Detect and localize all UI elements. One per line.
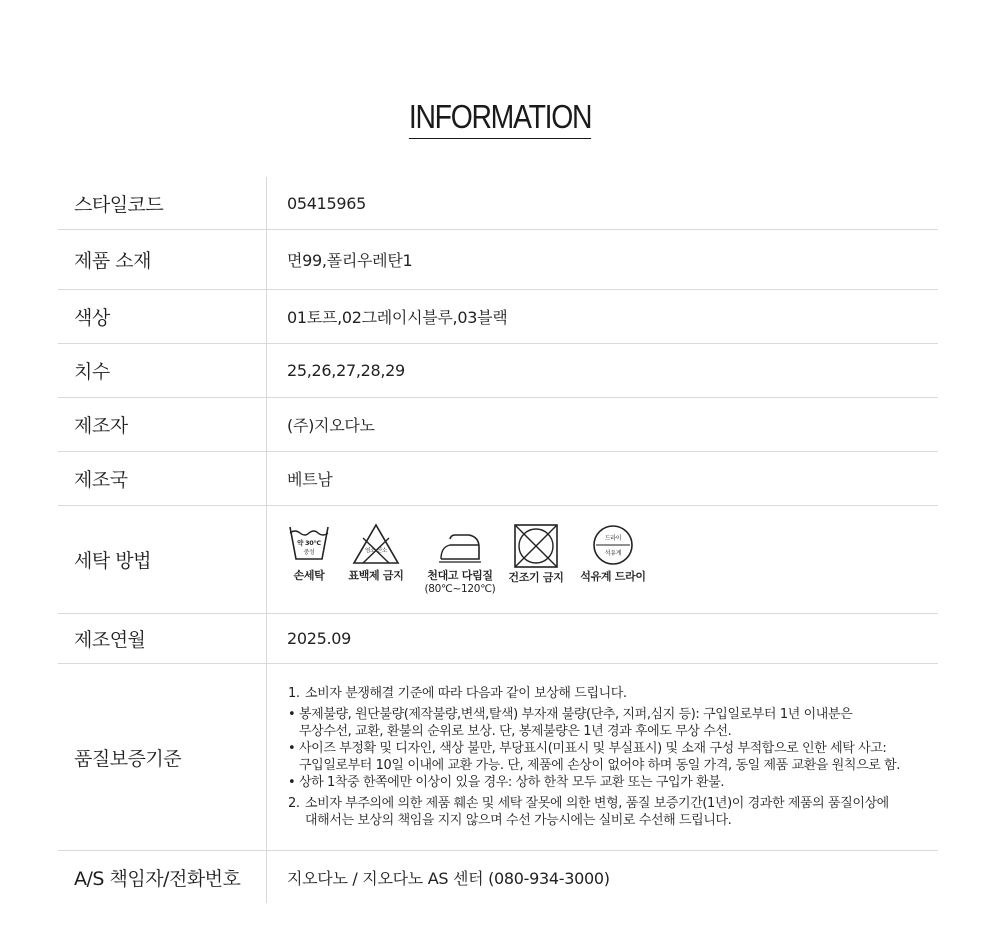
row-value: 2025.09 (287, 629, 352, 648)
bullet-dot: • (288, 707, 296, 722)
row-mfg-date (58, 614, 938, 664)
row-value: 면99,폴리우레탄1 (287, 251, 413, 270)
care-item-iron (417, 523, 503, 596)
row-value: 05415965 (287, 193, 367, 213)
care-label: 석유계 드라이 (580, 570, 646, 583)
item-text: 소비자 부주의에 의한 제품 훼손 및 세탁 잘못에 의한 변형, 품질 보증기간(1년)이 경과한 제품의 품질이상에 (305, 796, 889, 811)
hand-wash-temp: 약 30°C (297, 539, 321, 547)
row-value: 베트남 (287, 470, 333, 489)
item-number: 1. (288, 686, 300, 701)
row-value: 25,26,27,28,29 (287, 361, 405, 380)
care-item-dry-clean (575, 523, 651, 584)
row-label: 품질보증기준 (58, 664, 267, 850)
item-text: 대해서는 보상의 책임을 지지 않으며 수선 가능시에는 실비로 수선해 드립니다. (305, 813, 732, 828)
info-table (58, 177, 938, 903)
row-label: 세탁 방법 (58, 506, 267, 613)
no-bleach-chlorine: 염소 (364, 548, 376, 554)
care-item-hand-wash (283, 523, 335, 583)
care-label: 표백제 금지 (348, 569, 404, 582)
quality-bullet (288, 706, 900, 740)
row-country (58, 452, 938, 506)
no-bleach-icon (351, 523, 401, 567)
care-label: 건조기 금지 (508, 571, 564, 584)
bullet-line: 상하 1착중 한쪽에만 이상이 있을 경우: 상하 한착 모두 교환 또는 구입가 환불. (299, 775, 725, 790)
row-label: 제조자 (58, 398, 267, 451)
row-label: A/S 책임자/전화번호 (58, 851, 267, 903)
no-tumble-dry-icon (513, 523, 559, 569)
row-label: 제품 소재 (58, 230, 267, 289)
bullet-dot: • (288, 741, 296, 756)
row-size (58, 344, 938, 398)
dry-clean-petroleum-icon (591, 523, 635, 567)
row-color (58, 290, 938, 344)
no-bleach-oxygen: 산소 (376, 548, 388, 554)
row-material (58, 230, 938, 290)
row-label: 색상 (58, 290, 267, 343)
row-label: 스타일코드 (58, 177, 267, 229)
quality-item-2 (288, 795, 900, 829)
row-style-code (58, 177, 938, 230)
row-quality (58, 664, 938, 851)
title-wrap (0, 98, 1000, 139)
row-label: 제조연월 (58, 614, 267, 663)
care-sub: (80℃~120℃) (424, 583, 496, 595)
row-label: 제조국 (58, 452, 267, 505)
quality-text (267, 664, 938, 850)
bullet-line: 무상수선, 교환, 환불의 순위로 보상. 단, 봉제불량은 1년 경과 후에도 무상 수선. (299, 724, 732, 739)
row-value: 지오다노 / 지오다노 AS 센터 (080-934-3000) (287, 868, 610, 888)
care-label: 천대고 다림질 (427, 569, 493, 582)
bullet-line: 사이즈 부정확 및 디자인, 색상 불만, 부당표시(미표시 및 부실표시) 및 소재 구성 부적합으로 인한 세탁 사고: (299, 741, 887, 756)
iron-with-cloth-icon (437, 523, 483, 565)
item-number: 2. (288, 796, 300, 811)
quality-bullet (288, 774, 900, 791)
row-label: 치수 (58, 344, 267, 397)
quality-item-1 (288, 685, 900, 702)
page-title: INFORMATION (409, 98, 591, 139)
dry-clean-bottom: 석유계 (604, 550, 622, 557)
row-washing (58, 506, 938, 614)
hand-wash-detergent: 중성 (303, 549, 315, 556)
care-item-no-bleach (341, 523, 411, 583)
bullet-dot: • (288, 775, 296, 790)
bullet-line: 구입일로부터 10일 이내에 교환 가능. 단, 제품에 손상이 없어야 하며 동일 가격, 동일 제품 교환을 원칙으로 함. (299, 758, 901, 773)
row-as (58, 851, 938, 903)
row-value: (주)지오다노 (287, 416, 375, 435)
quality-bullet (288, 740, 900, 774)
quality-block (288, 685, 900, 829)
care-item-no-tumble-dry (503, 523, 569, 585)
care-icons (267, 506, 938, 613)
care-list (283, 523, 651, 596)
dry-clean-top: 드라이 (604, 535, 622, 542)
care-label: 손세탁 (293, 569, 325, 582)
row-maker (58, 398, 938, 452)
item-text: 소비자 분쟁해결 기준에 따라 다음과 같이 보상해 드립니다. (305, 686, 627, 701)
row-value: 01토프,02그레이시블루,03블랙 (287, 308, 508, 327)
bullet-line: 봉제불량, 원단불량(제작불량,변색,탈색) 부자재 불량(단추, 지퍼,심지 등): 구입일로부터 1년 이내분은 (299, 707, 853, 722)
hand-wash-icon (287, 523, 331, 565)
